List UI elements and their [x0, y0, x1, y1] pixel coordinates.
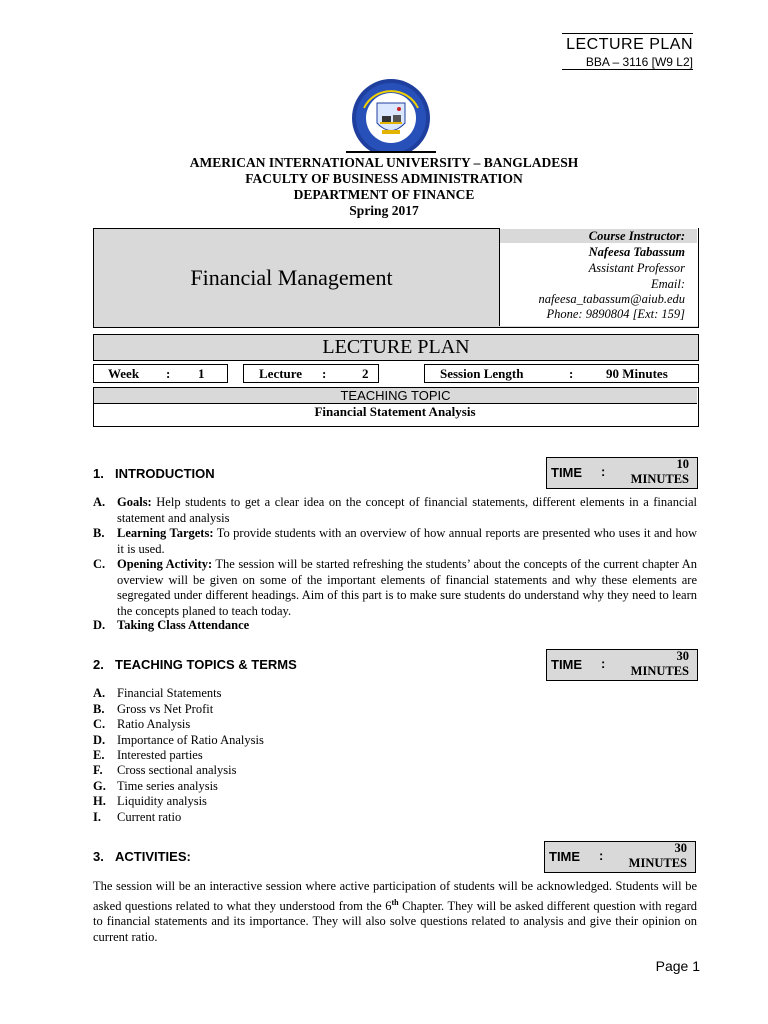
university-name: AMERICAN INTERNATIONAL UNIVERSITY – BANGLADESH [189, 155, 579, 170]
email-label: Email: [650, 277, 685, 291]
university-logo [346, 78, 436, 153]
list-item: D. Importance of Ratio Analysis [93, 733, 264, 747]
instructor-email: nafeesa_tabassum@aiub.edu [538, 292, 685, 306]
lecture-value: 2 [362, 366, 369, 381]
week-field [93, 364, 228, 383]
week-value: 1 [198, 366, 205, 381]
section-3-heading: 3. ACTIVITIES: [93, 849, 191, 864]
session-value: 90 Minutes [606, 366, 668, 381]
session-label: Session Length [440, 366, 524, 381]
semester: Spring 2017 [349, 203, 419, 218]
instructor-name: Nafeesa Tabassum [588, 245, 685, 259]
instructor-label: Course Instructor: [588, 229, 685, 243]
teaching-topic-value: Financial Statement Analysis [314, 404, 476, 419]
section-3-title: ACTIVITIES: [115, 849, 191, 864]
teaching-topic-label: TEACHING TOPIC [94, 388, 697, 404]
lecture-plan-title: LECTURE PLAN [93, 334, 699, 361]
list-item: G. Time series analysis [93, 779, 218, 793]
instructor-phone: Phone: 9890804 [Ext: 159] [546, 307, 685, 321]
course-code: BBA – 3116 [W9 L2] [585, 55, 693, 69]
list-item: F. Cross sectional analysis [93, 763, 237, 777]
list-item: A. Goals: Help students to get a clear idea on the concept of financial statements, different elements in a financial statement and analysis [93, 495, 697, 525]
list-item: C. Opening Activity: The session will be started refreshing the students’ about the concepts of the current chapter An overview will be given on some of the important elements of financial statements and why these elements are segregated under different headings. Aim of this part is to make sure students do understand why they need to learn the concepts planed to teach today. [93, 557, 698, 618]
week-sep: : [166, 366, 171, 381]
section-3-time: TIME : 30 MINUTES [544, 841, 696, 873]
list-item: E. Interested parties [93, 748, 203, 762]
course-name: Financial Management [190, 265, 393, 290]
section-2-title: TEACHING TOPICS & TERMS [115, 657, 297, 672]
section-2-time: TIME : 30 MINUTES [546, 649, 698, 681]
list-item: B. Gross vs Net Profit [93, 702, 214, 716]
lecture-sep: : [322, 366, 327, 381]
section-2-heading: 2. TEACHING TOPICS & TERMS [93, 657, 297, 672]
header-bottom-rule [562, 69, 693, 70]
activities-paragraph: The session will be an interactive session where active participation of students will be acknowledged. Students will be asked questions related to what they understood from the 6th Chapter. They will be asked different question with regard to financial statements and its importance. They will also solve questions related to analysis and give their opinion on current ratio. [93, 879, 697, 944]
header-top-rule [562, 33, 693, 34]
list-item: I. Current ratio [93, 810, 182, 824]
lecture-label: Lecture [259, 366, 303, 381]
lecture-field [243, 364, 379, 383]
list-item: H. Liquidity analysis [93, 794, 207, 808]
list-item: D. Taking Class Attendance [93, 618, 250, 632]
section-1-heading: 1. INTRODUCTION [93, 466, 215, 481]
list-item: A. Financial Statements [93, 686, 222, 700]
session-length-field [424, 364, 699, 383]
list-item: C. Ratio Analysis [93, 717, 191, 731]
page-number: Page 1 [655, 958, 700, 974]
instructor-title: Assistant Professor [588, 261, 685, 275]
doc-type-title: LECTURE PLAN [566, 36, 693, 53]
section-1-title: INTRODUCTION [115, 466, 215, 481]
section-1-time: TIME : 10 MINUTES [546, 457, 698, 489]
list-item: B. Learning Targets: To provide students with an overview of how annual reports are presented who uses it and how it is used. [93, 526, 698, 556]
session-sep: : [569, 366, 574, 381]
week-label: Week [108, 366, 140, 381]
department-name: DEPARTMENT OF FINANCE [293, 187, 475, 202]
faculty-name: FACULTY OF BUSINESS ADMINISTRATION [245, 171, 523, 186]
